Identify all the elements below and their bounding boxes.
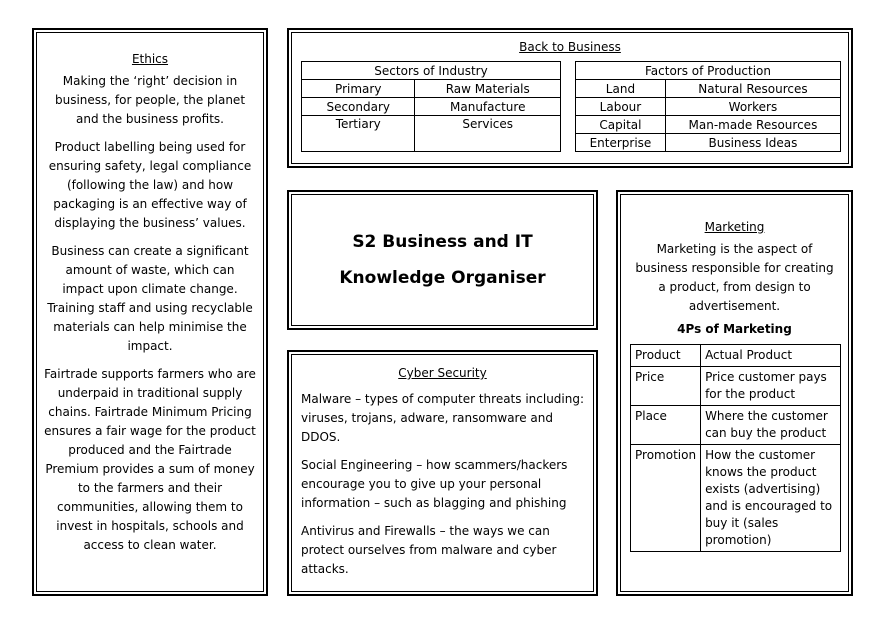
factors-table <box>575 61 841 152</box>
cyber-paragraph: Social Engineering – how scammers/hackers encourage you to give up your personal information – such as blagging and phishing <box>301 458 568 510</box>
factors-header: Factors of Production <box>576 62 841 80</box>
factor-description: Workers <box>665 98 840 116</box>
factor-name: Capital <box>576 116 666 134</box>
marketing-subheading: 4Ps of Marketing <box>677 322 792 336</box>
sector-description: Services <box>415 116 561 152</box>
table-row <box>302 98 561 116</box>
mix-term: Product <box>631 345 701 367</box>
ethics-paragraph: Making the ‘right’ decision in business, for people, the planet and the business profits. <box>54 74 246 126</box>
table-row <box>576 134 841 152</box>
marketing-panel <box>616 190 853 596</box>
factor-name: Land <box>576 80 666 98</box>
table-row <box>631 345 841 367</box>
title-panel <box>287 190 598 330</box>
table-row <box>631 445 841 552</box>
back-to-business-panel <box>287 28 853 168</box>
cyber-paragraph: Antivirus and Firewalls – the ways we can protect ourselves from malware and cyber attacks. <box>301 524 557 576</box>
cyber-security-panel <box>287 350 598 596</box>
ethics-paragraph: Product labelling being used for ensuring safety, legal compliance (following the law) and how packaging is an effective way of displaying the business’ values. <box>48 140 252 230</box>
sector-name: Primary <box>302 80 415 98</box>
sector-name: Secondary <box>302 98 415 116</box>
cyber-heading: Cyber Security <box>398 366 487 380</box>
table-row <box>576 98 841 116</box>
mix-definition: Price customer pays for the product <box>701 367 841 406</box>
page-subtitle: Knowledge Organiser <box>339 268 546 288</box>
sectors-header: Sectors of Industry <box>302 62 561 80</box>
page-title: S2 Business and IT <box>352 232 533 252</box>
marketing-heading: Marketing <box>704 220 765 234</box>
mix-definition: Actual Product <box>701 345 841 367</box>
table-row <box>631 367 841 406</box>
cyber-paragraph: Malware – types of computer threats including: viruses, trojans, adware, ransomware and DDOS. <box>301 392 585 444</box>
mix-term: Price <box>631 367 701 406</box>
table-row <box>302 80 561 98</box>
table-row <box>576 116 841 134</box>
table-row <box>302 116 561 152</box>
table-row <box>576 80 841 98</box>
factor-name: Enterprise <box>576 134 666 152</box>
marketing-intro: Marketing is the aspect of business responsible for creating a product, from design to advertisement. <box>635 242 834 313</box>
ethics-paragraph: Fairtrade supports farmers who are underpaid in traditional supply chains. Fairtrade Minimum Pricing ensures a fair wage for the product produced and the Fairtrade Premium provides a sum of money to the farmers and their communities, allowing them to invest in hospitals, schools and access to clean water. <box>44 367 256 552</box>
ethics-paragraph: Business can create a significant amount of waste, which can impact upon climate change. Training staff and using recyclable materials can help minimise the impact. <box>47 244 253 353</box>
factor-description: Man-made Resources <box>665 116 840 134</box>
table-row <box>631 406 841 445</box>
sectors-table <box>301 61 561 152</box>
mix-term: Promotion <box>631 445 701 552</box>
factor-description: Natural Resources <box>665 80 840 98</box>
ethics-heading: Ethics <box>131 52 169 66</box>
mix-definition: How the customer knows the product exists (advertising) and is encouraged to buy it (sales promotion) <box>701 445 841 552</box>
mix-term: Place <box>631 406 701 445</box>
marketing-mix-table <box>630 344 841 552</box>
mix-definition: Where the customer can buy the product <box>701 406 841 445</box>
sector-name: Tertiary <box>302 116 415 152</box>
sector-description: Manufacture <box>415 98 561 116</box>
sector-description: Raw Materials <box>415 80 561 98</box>
business-heading: Back to Business <box>519 40 621 54</box>
factor-description: Business Ideas <box>665 134 840 152</box>
factor-name: Labour <box>576 98 666 116</box>
ethics-panel <box>32 28 268 596</box>
